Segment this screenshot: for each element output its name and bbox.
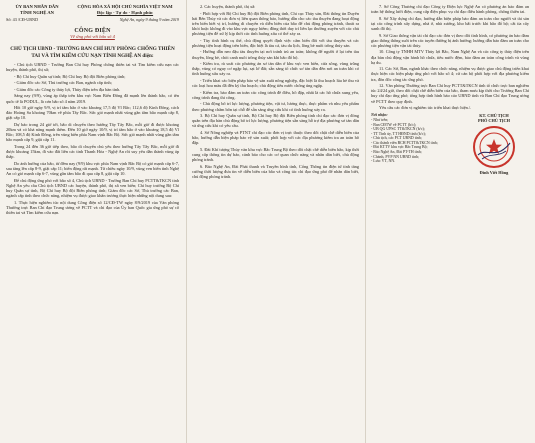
recipient-item: - Ban CĐTW về PCTT (b/c); — [371, 122, 417, 127]
signature-role: PHÓ CHỦ TỊCH — [478, 118, 510, 124]
document-number: Số: 43 /CĐ-UBND — [6, 17, 39, 23]
issuing-agency — [6, 4, 68, 15]
addressee: - Bộ Chỉ huy Quân sự tỉnh; Bộ Chỉ huy Bộ đội Biên phòng tỉnh; — [14, 73, 126, 79]
paragraph: 7. Sở Công Thương chỉ đạo Công ty Điện lực Nghệ An có phương án bảo đảm an toàn hệ thống lưới điện, cung cấp điện phục vụ chỉ đạo điều hành phòng, chống thiên tai. — [371, 4, 529, 15]
paragraph: 6. Báo Nghệ An, Đài Phát thanh và Truyền hình tỉnh, Cổng Thông tin điện tử tỉnh tăng cường thời lượng đưa tin về diễn biến của bão và công tác chỉ đạo ứng phó để nhân dân biết, chủ động phòng tránh. — [192, 163, 359, 179]
addressee: - Giám đốc các Công ty thủy lợi, Thủy điện trên địa bàn tỉnh. — [14, 86, 121, 92]
paragraph: Hồi 10 giờ ngày 9/9, vị trí tâm bão ở vào khoảng 17,5 độ Vĩ Bắc; 112,6 độ Kinh Đông, cách đảo Hoàng Sa khoảng 70km về phía Tây Bắc. Sức gió mạnh nhất vùng gần tâm bão mạnh cấp 8, giật cấp 10. — [6, 105, 179, 121]
national-motto: Độc lập - Tự do - Hạnh phúc — [96, 9, 154, 15]
paragraph: Để chủ động ứng phó với bão số 4, Chủ tịch UBND - Trưởng Ban Chỉ huy PCTT&TKCN tỉnh Nghệ An yêu cầu Chủ tịch UBND các huyện, thành phố, thị xã ven biển; Chỉ huy trưởng Bộ Chỉ huy Quân sự tỉnh, Bộ Chỉ huy Bộ đội Biên phòng tỉnh; Giám đốc các Sở, Thủ trưởng các Ban, ngành cấp tỉnh theo chức năng, nhiệm vụ được giao khẩn trương thực hiện những nội dung sau: — [6, 177, 179, 199]
document-title — [6, 46, 179, 59]
signature-block — [459, 113, 529, 175]
paragraph: 8. Sở Xây dựng chỉ đạo, hướng dẫn biện pháp bảo đảm an toàn cho người và tài sản tại các công trình xây dựng, nhà ở, nhà xưởng, kho bãi trước khi bão đổ bộ; cắt tỉa cây xanh đô thị. — [371, 15, 529, 32]
document-type: CÔNG ĐIỆN — [74, 28, 111, 35]
paragraph: 5. Đài Khí tượng Thủy văn khu vực Bắc Trung Bộ theo dõi chặt chẽ diễn biến bão, kịp thời cung cấp thông tin dự báo, cảnh báo cho các cơ quan chức năng và nhân dân biết, chủ động phòng tránh. — [192, 146, 359, 163]
paragraph: 12. Văn phòng Thường trực Ban Chỉ huy PCTT&TKCN tỉnh tổ chức trực ban nghiêm túc 24/24 giờ, theo dõi chặt chẽ diễn biến của bão, tham mưu kịp thời cho Trưởng Ban Chỉ huy chỉ đạo ứng phó; tổng hợp tình hình báo cáo UBND tỉnh và Ban Chỉ đạo Trung ương về PCTT theo quy định. — [371, 83, 529, 104]
title-line-2: TAI VÀ TÌM KIẾM CỨU NẠN TỈNH NGHỆ AN điện: — [31, 52, 154, 59]
recipient-item: - Đài KTTV khu vực Bắc Trung Bộ; — [371, 145, 428, 150]
paragraph: Dự báo trong 24 giờ tới, bão di chuyển theo hướng Tây Tây Bắc, mỗi giờ đi được khoảng 20km và có khả năng mạnh thêm. Đến 10 giờ ngày 10/9, vị trí tâm bão ở vào khoảng 18,5 độ Vĩ Bắc; 108,5 độ Kinh Đông, trên vùng biển phía Nam vịnh Bắc Bộ. Sức gió mạnh nhất vùng gần tâm bão mạnh cấp 9, giật cấp 11. — [6, 121, 179, 143]
signature-area — [371, 113, 529, 175]
paragraph: - Phối hợp với Bộ Chỉ huy Bộ đội Biên phòng tỉnh, Chi cục Thủy sản, Đài thông tin Duyên hải Bến Thủy và các đơn vị liên quan thông báo, hướng dẫn cho các tàu thuyền đang hoạt động trên biển biết vị trí, hướng di chuyển và diễn biến của bão để chủ động phòng tránh, thoát ra khỏi hoặc không đi vào khu vực nguy hiểm; đồng thời duy trì liên lạc thường xuyên với các chủ phương tiện để xử lý kịp thời các tình huống xấu có thể xảy ra. — [192, 10, 359, 37]
document-subject: Về ứng phó với bão số 4 — [70, 34, 115, 40]
paragraph: Sáng nay (9/9), vùng áp thấp trên khu vực Nam Biển Đông đã mạnh lên thành bão, có tên quốc tế là PODUL, là cơn bão số 4 năm 2019. — [6, 93, 179, 104]
paragraph: - Hướng dẫn neo đậu tàu thuyền tại nơi tránh trú an toàn; không để người ở lại trên tàu thuyền, lồng bè, chòi canh nuôi trồng thủy sản khi bão đổ bộ. — [192, 49, 359, 60]
recipient-item: - Báo Nghệ An, Đài PT-TH tỉnh; — [371, 150, 422, 155]
recipient-item: - Các thành viên BCH PCTT&TKCN tỉnh; — [371, 140, 438, 145]
recipient-item: - Lưu: VT, NN. — [371, 159, 396, 164]
paragraph: Do ảnh hưởng của bão, từ đêm nay (9/9) khu vực phía Nam vịnh Bắc Bộ có gió mạnh cấp 6-7, sau tăng lên cấp 8-9, giật cấp 11; biển động rất mạnh. Từ chiều ngày 10/9, vùng ven biển tỉnh Nghệ An có gió mạnh cấp 6-7, vùng gần tâm bão đi qua cấp 8, giật cấp 10. — [6, 160, 179, 177]
paragraph: 2. Các huyện, thành phố, thị xã: — [200, 4, 256, 9]
recipient-item: - Như trên; — [371, 117, 389, 122]
paragraph: - Kiểm tra, bảo đảm an toàn các công trình đê điều, hồ đập, nhất là các hồ chứa xung yếu, công trình đang thi công. — [192, 89, 359, 100]
recipient-item: - Chủ tịch, các PCT UBND tỉnh; — [371, 136, 422, 141]
title-line-1: CHỦ TỊCH UBND - TRƯỞNG BAN CHỈ HUY PHÒNG CHỐNG THIÊN — [10, 46, 175, 53]
document-header — [6, 4, 179, 15]
place-date: Nghệ An, ngày 9 tháng 9 năm 2019 — [119, 17, 179, 23]
paragraph: 10. Công ty TNHH MTV Thủy lợi Bắc, Nam Nghệ An và các công ty thủy điện trên địa bàn chủ động vận hành hồ chứa, tiêu nước đệm, bảo đảm an toàn công trình và vùng hạ du. — [371, 49, 529, 65]
reference-line — [6, 17, 179, 22]
agency-line-1: ỦY BAN NHÂN DÂN — [15, 4, 59, 9]
paragraph: 4. Sở Nông nghiệp và PTNT chỉ đạo các đơn vị trực thuộc theo dõi chặt chẽ diễn biến của bão, hướng dẫn biện pháp bảo vệ sản xuất; phối hợp với các địa phương kiểm tra an toàn hồ đập. — [192, 129, 359, 146]
paragraph: - Chủ động bố trí lực lượng, phương tiện, vật tư, lương thực, thực phẩm và nhu yếu phẩm theo phương châm bốn tại chỗ để sẵn sàng ứng cứu khi có tình huống xảy ra. — [192, 101, 359, 112]
column-middle — [188, 0, 363, 443]
paragraph: 11. Các Sở, Ban, ngành khác theo chức năng, nhiệm vụ được giao chủ động triển khai thực hiện các biện pháp ứng phó với bão số 4; cử cán bộ phối hợp với địa phương kiểm tra, đôn đốc công tác ứng phó. — [371, 66, 529, 82]
paragraph: - Kiểm tra, rà soát các phương án sơ tán dân ở khu vực ven biển, cửa sông, vùng trũng thấp, vùng có nguy cơ ngập lụt, sạt lở đất; sẵn sàng tổ chức sơ tán dân đến nơi an toàn khi có tình huống xấu xảy ra. — [192, 61, 359, 77]
paragraph: Yêu cầu các đơn vị nghiêm túc triển khai thực hiện./. — [379, 105, 472, 111]
column-divider — [186, 0, 187, 443]
addressees — [6, 62, 179, 92]
paragraph: 3. Bộ Chỉ huy Quân sự tỉnh, Bộ Chỉ huy Bộ đội Biên phòng tỉnh chỉ đạo các đơn vị đóng quân trên địa bàn chủ động bố trí lực lượng, phương tiện sẵn sàng hỗ trợ địa phương sơ tán dân và ứng cứu khi có yêu cầu. — [192, 113, 359, 129]
recipient-item: - Chánh, PVP NN UBND tỉnh; — [371, 154, 420, 159]
nation-name: CỘNG HÒA XÃ HỘI CHỦ NGHĨA VIỆT NAM — [77, 4, 173, 9]
column-divider — [365, 0, 366, 443]
recipients-list — [371, 113, 449, 175]
column-right — [367, 0, 535, 443]
signer-name: Đinh Viết Hồng — [479, 170, 509, 176]
column-left — [0, 0, 184, 443]
recipient-item: - TT Tỉnh ủy, TT HĐND tỉnh (b/c); — [371, 131, 426, 136]
body-left — [6, 93, 179, 215]
addressee: - Chủ tịch UBND - Trưởng Ban Chỉ huy Phòng chống thiên tai và Tìm kiếm cứu nạn các huyện, thành phố, thị xã; — [6, 62, 179, 73]
paragraph: Trong 24 đến 36 giờ tiếp theo, bão di chuyển chủ yếu theo hướng Tây Tây Bắc, mỗi giờ đi được khoảng 15km, đi vào đất liền các tỉnh Thanh Hóa - Nghệ An rồi suy yếu dần thành vùng áp thấp. — [6, 143, 179, 160]
paragraph: - Triển khai các biện pháp bảo vệ sản xuất nông nghiệp, đặc biệt là thu hoạch lúa hè thu và các loại hoa màu đã đến kỳ thu hoạch; chủ động tiêu nước chống úng ngập. — [192, 77, 359, 89]
agency-line-2: TỈNH NGHỆ AN — [20, 9, 54, 15]
paragraph: - Tùy tình hình cụ thể, chủ động quyết định việc cấm biển đối với tàu thuyền và các phương tiện hoạt động trên biển, đặc biệt là tàu cá, tàu du lịch, lồng bè nuôi trồng thủy sản. — [192, 37, 359, 48]
recipient-item: - UB QG ƯPSC TT&TKCN (b/c); — [371, 127, 425, 132]
recipients-label: Nơi nhận: — [371, 113, 388, 118]
official-seal-icon — [472, 125, 516, 169]
signature-on-behalf: KT. CHỦ TỊCH — [479, 113, 509, 119]
national-heading — [71, 4, 179, 15]
paragraph: 9. Sở Giao thông vận tải chỉ đạo các đơn vị theo dõi tình hình, có phương án bảo đảm giao thông thông suốt trên các tuyến đường bị ảnh hưởng; hướng dẫn bảo đảm an toàn cho các phương tiện vận tải thủy. — [371, 32, 529, 48]
paragraph: 1. Thực hiện nghiêm túc nội dung Công điện số 12/CĐ-TW ngày 8/9/2019 của Văn phòng Thường trực Ban Chỉ đạo Trung ương về PCTT và chỉ đạo của Ủy ban Quốc gia ứng phó sự cố thiên tai và Tìm kiếm cứu nạn. — [6, 199, 179, 215]
addressee: - Giám đốc các Sở, Thủ trưởng các Ban, ngành cấp tỉnh; — [14, 80, 112, 86]
